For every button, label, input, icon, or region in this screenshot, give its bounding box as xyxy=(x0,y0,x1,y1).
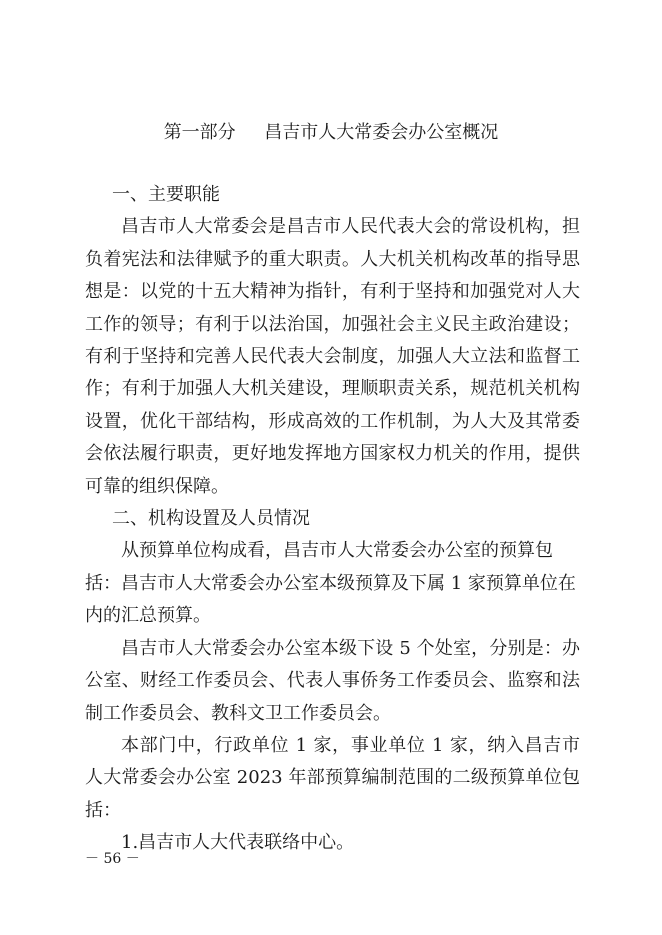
paragraph-budget-composition: 从预算单位构成看，昌吉市人大常委会办公室的预算包括：昌吉市人大常委会办公室本级预算及下属 1 家预算单位在内的汇总预算。 xyxy=(85,540,576,627)
paragraph-units: 本部门中，行政单位 1 家，事业单位 1 家，纳入昌吉市人大常委会办公室 2023 年部预算编制范围的二级预算单位包括： xyxy=(85,734,580,821)
section-heading-organization: 二、机构设置及人员情况 xyxy=(112,508,310,530)
document-body xyxy=(85,179,580,860)
page-number: － 56 － xyxy=(85,851,140,867)
page-title: 第一部分 昌吉市人大常委会办公室概况 xyxy=(163,122,499,143)
paragraph-departments: 昌吉市人大常委会办公室本级下设 5 个处室，分别是：办公室、财经工作委员会、代表人事侨务工作委员会、监察和法制工作委员会、教科文卫工作委员会。 xyxy=(85,637,580,724)
list-item-liaison-center: 1.昌吉市人大代表联络中心。 xyxy=(121,832,355,854)
section-heading-main-functions: 一、主要职能 xyxy=(112,184,220,205)
paragraph-main-functions: 昌吉市人大常委会是昌吉市人民代表大会的常设机构，担负着宪法和法律赋予的重大职责。人大机关机构改革的指导思想是：以党的十五大精神为指针，有利于坚持和加强党对人大工作的领导；有利于以法治国，加强社会主义民主政治建设；有利于坚持和完善人民代表大会制度，加强人大立法和监督工作；有利于加强人大机关建设，理顺职责关系，规范机关机构设置，优化干部结构，形成高效的工作机制，为人大及其常委会依法履行职责，更好地发挥地方国家权力机关的作用，提供可靠的组织保障。 xyxy=(85,216,580,497)
